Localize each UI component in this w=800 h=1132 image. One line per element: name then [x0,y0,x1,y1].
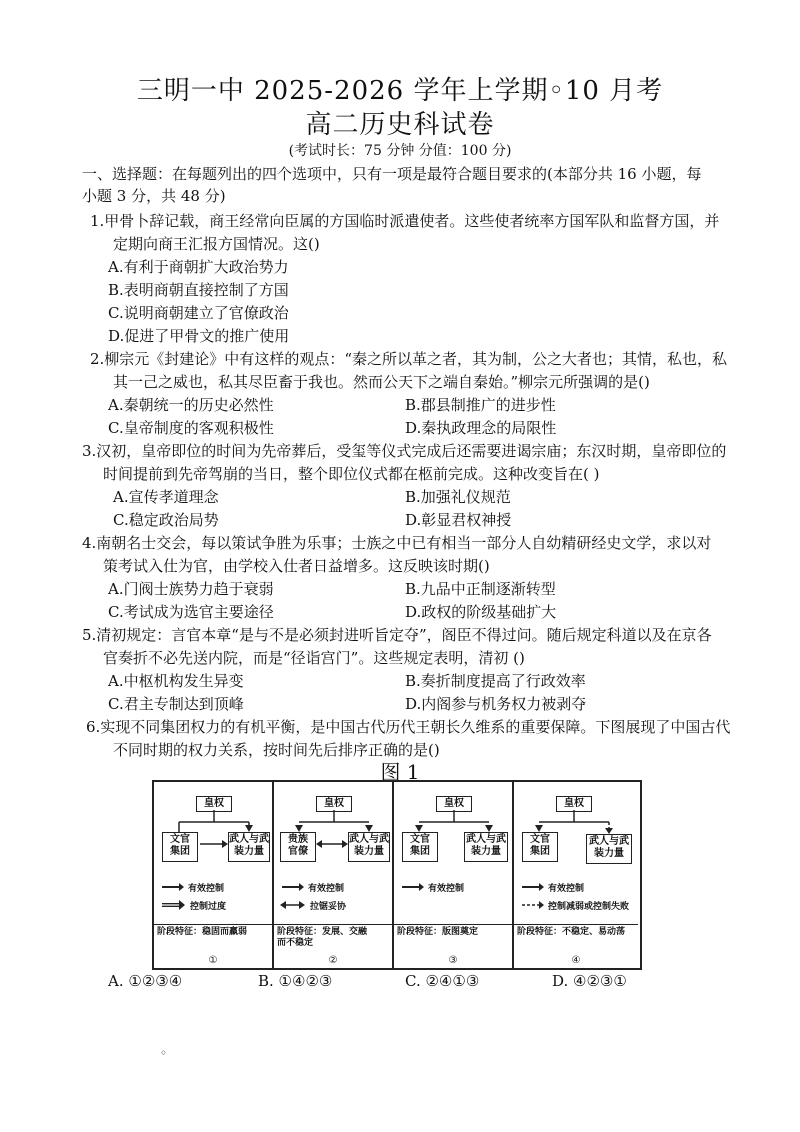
stage-feature: 阶段特征：不稳定、易动荡 [514,924,638,940]
legend-effective-control: 有效控制 [188,884,225,894]
q5-option-a: A.中枢机构发生异变 [108,672,244,690]
stage-feature: 阶段特征：版图奠定 [394,924,512,940]
q3-stem-line1: 3.汉初，皇帝即位的时间为先帝葬后，受玺等仪式完成后还需要进谒宗庙；东汉时期，皇帝即位的 [82,442,727,460]
legend-effective-control: 有效控制 [548,884,585,894]
q3-stem-line2: 时间提前到先帝驾崩的当日，整个即位仪式都在柩前完成。这种改变旨在( ) [103,465,600,483]
emperor-power-box: 皇权 [436,796,472,812]
military-box: 武人与武 装力量 [586,834,632,864]
q3-option-d: D.彰显君权神授 [405,511,512,529]
q2-option-c: C.皇帝制度的客观积极性 [108,419,274,437]
footer-mark: ◦ [160,1046,168,1060]
legend-secondary: 控制过度 [190,902,227,912]
panel-number: ① [208,955,218,966]
q4-stem-line2: 策考试入仕为官，由学校入仕者日益增多。这反映该时期() [103,557,490,575]
figure-panel-3 [394,782,514,968]
q1-stem-line1: 1.甲骨卜辞记载，商王经常向臣属的方国临时派遣使者。这些使者统率方国军队和监督方国，并 [90,212,720,230]
exam-title-line2: 高二历史科试卷 [305,110,495,140]
military-box: 武人与武 装力量 [228,832,270,862]
q5-stem-line2: 官奏折不必先送内院，而是“径诣宫门”。这些规定表明，清初 () [103,649,525,667]
emperor-power-box: 皇权 [556,796,592,812]
q5-option-c: C.君主专制达到顶峰 [108,695,244,713]
q2-option-a: A.秦朝统一的历史必然性 [108,396,274,414]
figure-panel-4 [514,782,640,968]
q1-option-c: C.说明商朝建立了官僚政治 [108,304,289,322]
stage-feature: 阶段特征：稳固而羸弱 [154,924,272,940]
emperor-power-box: 皇权 [316,796,352,812]
q3-option-a: A.宣传孝道理念 [113,488,219,506]
q1-stem-line2: 定期向商王汇报方国情况。这() [113,235,320,253]
section-instructions-line1: 一、选择题：在每题列出的四个选项中，只有一项是最符合题目要求的(本部分共 16 小题，每 [82,165,702,183]
q2-stem-line2: 其一己之威也，私其尽臣畜于我也。然而公天下之端自秦始。”柳宗元所强调的是() [113,373,650,391]
power-relations-figure [152,780,642,970]
q5-option-b: B.奏折制度提高了行政效率 [405,672,586,690]
q2-option-d: D.秦执政理念的局限性 [405,419,557,437]
legend-secondary: 拉锯妥协 [310,902,347,912]
q6-stem-line1: 6.实现不同集团权力的有机平衡，是中国古代历代王朝长久维系的重要保障。下图展现了中国古代 [86,718,731,736]
q2-stem-line1: 2.柳宗元《封建论》中有这样的观点：“秦之所以革之者，其为制，公之大者也；其情，私也，私 [90,350,727,368]
q4-option-c: C.考试成为选官主要途径 [108,603,274,621]
q6-option-c: C. ②④①③ [405,972,480,990]
q6-stem-line2: 不同时期的权力关系，按时间先后排序正确的是() [113,741,440,759]
q3-option-b: B.加强礼仪规范 [405,488,511,506]
legend-secondary: 控制减弱或控制失败 [548,902,630,912]
stage-feature: 阶段特征：发展、交融 而不稳定 [274,924,392,951]
q5-option-d: D.内阁参与机务权力被剥夺 [405,695,587,713]
q1-option-b: B.表明商朝直接控制了方国 [108,281,289,299]
q6-option-b: B. ①④②③ [258,972,333,990]
panel-number: ④ [571,955,581,966]
exam-title-line1: 三明一中 2025-2026 学年上学期◦10 月考 [136,76,664,106]
exam-meta: (考试时长：75 分钟 分值：100 分) [288,143,512,159]
emperor-power-box: 皇权 [196,796,232,812]
aristocrat-officials-box: 贵族 官僚 [280,832,316,862]
q1-option-d: D.促进了甲骨文的推广使用 [108,327,290,345]
q4-option-b: B.九品中正制逐渐转型 [405,580,556,598]
panel-number: ② [328,955,338,966]
q2-option-b: B.郡县制推广的进步性 [405,396,556,414]
q6-option-a: A. ①②③④ [108,972,183,990]
figure-panel-2 [274,782,394,968]
civil-officials-box: 文官 集团 [162,832,198,862]
figure-caption: 图 1 [380,760,420,784]
q6-option-d: D. ④②③① [552,972,627,990]
q4-option-a: A.门阀士族势力趋于衰弱 [108,580,274,598]
q5-stem-line1: 5.清初规定：言官本章“是与不是必须封进听旨定夺”，阁臣不得过问。随后规定科道以及在京各 [82,626,712,644]
civil-officials-box: 文官 集团 [402,832,438,862]
section-instructions-line2: 小题 3 分，共 48 分) [82,187,226,205]
q3-option-c: C.稳定政治局势 [113,511,219,529]
q4-stem-line1: 4.南朝名士交会，每以策试争胜为乐事；士族之中已有相当一部分人自幼精研经史文学，求以对 [82,534,712,552]
q4-option-d: D.政权的阶级基础扩大 [405,603,557,621]
panel-number: ③ [448,955,458,966]
military-box: 武人与武 装力量 [464,832,508,862]
civil-officials-box: 文官 集团 [522,832,558,862]
legend-effective-control: 有效控制 [308,884,345,894]
figure-panel-1 [154,782,274,968]
q1-option-a: A.有利于商朝扩大政治势力 [108,258,289,276]
legend-effective-control: 有效控制 [428,884,465,894]
military-box: 武人与武 装力量 [348,832,390,862]
